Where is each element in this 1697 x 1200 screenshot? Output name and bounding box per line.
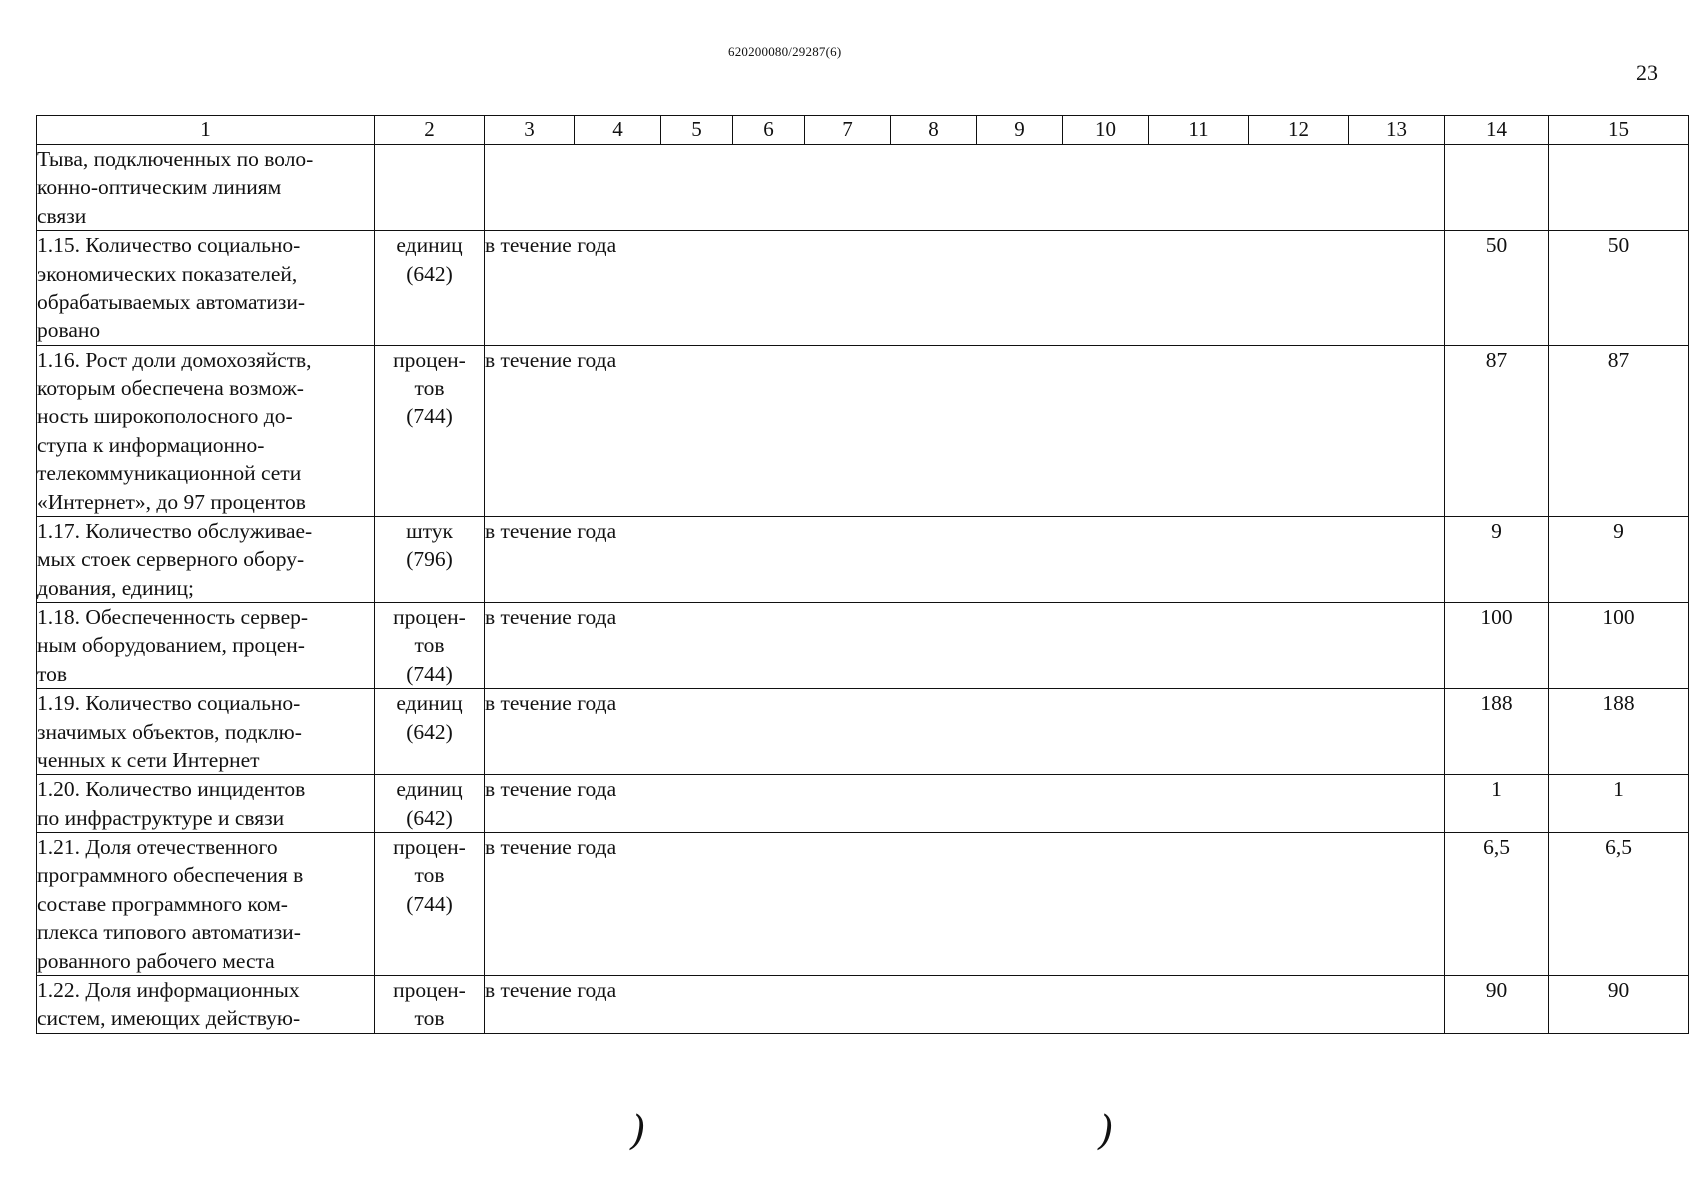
value-col-15: 9 xyxy=(1549,516,1689,602)
value-col-14: 100 xyxy=(1445,603,1549,689)
value-col-15: 90 xyxy=(1549,976,1689,1034)
indicator-name: 1.18. Обеспеченность сервер- ным оборудованием, процен- тов xyxy=(37,603,375,689)
value-col-14: 87 xyxy=(1445,345,1549,516)
unit-of-measure xyxy=(375,145,485,231)
value-col-14: 50 xyxy=(1445,231,1549,346)
column-number-13: 13 xyxy=(1349,116,1445,145)
period-text: в течение года xyxy=(485,603,1445,689)
column-number-8: 8 xyxy=(891,116,977,145)
table-row xyxy=(37,145,1689,231)
value-col-14: 90 xyxy=(1445,976,1549,1034)
indicator-name: 1.21. Доля отечественного программного обеспечения в составе программного ком- плекса типового автоматизи- рованного рабочего места xyxy=(37,833,375,976)
column-number-11: 11 xyxy=(1149,116,1249,145)
period-text xyxy=(485,145,1445,231)
period-text: в течение года xyxy=(485,775,1445,833)
column-number-5: 5 xyxy=(661,116,733,145)
period-text: в течение года xyxy=(485,516,1445,602)
document-code: 620200080/29287(6) xyxy=(728,44,842,59)
column-number-15: 15 xyxy=(1549,116,1689,145)
column-number-6: 6 xyxy=(733,116,805,145)
value-col-14: 6,5 xyxy=(1445,833,1549,976)
footer-mark-left: ) xyxy=(630,1108,646,1154)
unit-of-measure: процен- тов xyxy=(375,976,485,1034)
page-number: 23 xyxy=(1636,60,1658,85)
column-number-1: 1 xyxy=(37,116,375,145)
table-row xyxy=(37,976,1689,1034)
value-col-14: 9 xyxy=(1445,516,1549,602)
column-number-row xyxy=(37,116,1689,145)
column-number-10: 10 xyxy=(1063,116,1149,145)
column-number-12: 12 xyxy=(1249,116,1349,145)
column-number-3: 3 xyxy=(485,116,575,145)
column-number-7: 7 xyxy=(805,116,891,145)
indicator-name: 1.16. Рост доли домохозяйств, которым обеспечена возмож- ность широкополосного до- ступа к информационно- телекоммуникационной сети «Интернет», до 97 процентов xyxy=(37,345,375,516)
table-row xyxy=(37,603,1689,689)
indicator-name: 1.20. Количество инцидентов по инфраструктуре и связи xyxy=(37,775,375,833)
value-col-15: 188 xyxy=(1549,689,1689,775)
unit-of-measure: штук (796) xyxy=(375,516,485,602)
column-number-2: 2 xyxy=(375,116,485,145)
table-row xyxy=(37,345,1689,516)
unit-of-measure: единиц (642) xyxy=(375,231,485,346)
column-number-9: 9 xyxy=(977,116,1063,145)
unit-of-measure: единиц (642) xyxy=(375,689,485,775)
table-row xyxy=(37,231,1689,346)
table-row xyxy=(37,833,1689,976)
indicator-name: Тыва, подключенных по воло- конно-оптическим линиям связи xyxy=(37,145,375,231)
period-text: в течение года xyxy=(485,231,1445,346)
indicator-name: 1.22. Доля информационных систем, имеющих действую- xyxy=(37,976,375,1034)
value-col-15: 1 xyxy=(1549,775,1689,833)
period-text: в течение года xyxy=(485,833,1445,976)
table-row xyxy=(37,775,1689,833)
unit-of-measure: процен- тов (744) xyxy=(375,833,485,976)
column-number-14: 14 xyxy=(1445,116,1549,145)
period-text: в течение года xyxy=(485,689,1445,775)
unit-of-measure: процен- тов (744) xyxy=(375,345,485,516)
column-number-4: 4 xyxy=(575,116,661,145)
indicator-name: 1.17. Количество обслуживае- мых стоек серверного обору- дования, единиц; xyxy=(37,516,375,602)
unit-of-measure: единиц (642) xyxy=(375,775,485,833)
indicator-name: 1.15. Количество социально- экономических показателей, обрабатываемых автоматизи- ровано xyxy=(37,231,375,346)
table-body xyxy=(37,116,1689,1034)
value-col-14 xyxy=(1445,145,1549,231)
period-text: в течение года xyxy=(485,345,1445,516)
value-col-15: 100 xyxy=(1549,603,1689,689)
unit-of-measure: процен- тов (744) xyxy=(375,603,485,689)
value-col-15 xyxy=(1549,145,1689,231)
value-col-14: 1 xyxy=(1445,775,1549,833)
table-row xyxy=(37,689,1689,775)
value-col-15: 50 xyxy=(1549,231,1689,346)
value-col-15: 87 xyxy=(1549,345,1689,516)
indicator-table xyxy=(36,115,1689,1034)
period-text: в течение года xyxy=(485,976,1445,1034)
indicator-name: 1.19. Количество социально- значимых объектов, подклю- ченных к сети Интернет xyxy=(37,689,375,775)
table-row xyxy=(37,516,1689,602)
value-col-15: 6,5 xyxy=(1549,833,1689,976)
footer-mark-right: ) xyxy=(1098,1108,1114,1154)
value-col-14: 188 xyxy=(1445,689,1549,775)
